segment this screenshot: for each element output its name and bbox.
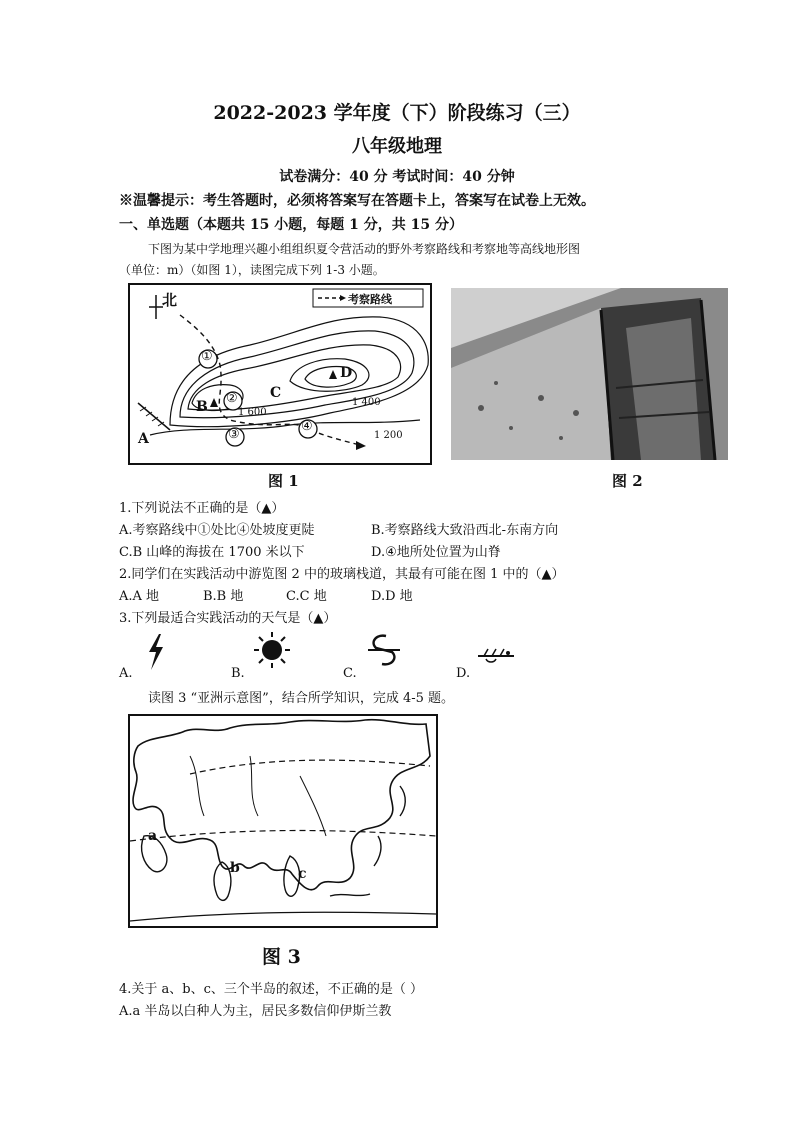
section-heading: 一、单选题（本题共 15 小题，每题 1 分，共 15 分） xyxy=(119,217,463,233)
q2-stem: 2.同学们在实践活动中游览图 2 中的玻璃栈道，其最有可能在图 1 中的（▲） xyxy=(119,567,565,582)
label-d: D xyxy=(340,365,353,381)
notice: ※温馨提示：考生答题时，必须将答案写在答题卡上，答案写在试卷上无效。 xyxy=(119,193,595,209)
typhoon-icon xyxy=(364,632,404,674)
peninsula-c-label: c xyxy=(298,866,307,882)
peninsula-b-label: b xyxy=(230,860,240,876)
q3-option-b: B. xyxy=(231,666,245,681)
q2-option-d: D.D 地 xyxy=(371,589,413,604)
q3-option-c: C. xyxy=(343,666,357,681)
exam-title: 2022-2023 学年度（下）阶段练习（三） xyxy=(213,102,581,124)
subject-title: 八年级地理 xyxy=(352,136,442,157)
contour-1600-label: 1 600 xyxy=(238,407,267,418)
glass-walkway-photo xyxy=(451,288,728,460)
intro-2: 读图 3 “亚洲示意图”，结合所学知识，完成 4-5 题。 xyxy=(148,691,455,706)
fig2-caption: 图 2 xyxy=(612,472,643,490)
contour-1400-label: 1 400 xyxy=(352,397,381,408)
q1-option-a: A.考察路线中①处比④处坡度更陡 xyxy=(119,523,315,538)
q4-stem: 4.关于 a、b、c、三个半岛的叙述，不正确的是（ ） xyxy=(119,982,424,997)
peninsula-a-label: a xyxy=(148,828,158,844)
q2-option-c: C.C 地 xyxy=(286,589,327,604)
contour-1200-label: 1 200 xyxy=(374,430,403,441)
fig3-caption: 图 3 xyxy=(262,946,301,968)
legend-route-label: 考察路线 xyxy=(348,293,392,306)
north-label: 北 xyxy=(162,291,178,309)
sandstorm-icon xyxy=(474,645,516,671)
label-b: B xyxy=(196,399,208,415)
q2-option-a: A.A 地 xyxy=(119,589,160,604)
q4-option-a: A.a 半岛以白种人为主，居民多数信仰伊斯兰教 xyxy=(119,1004,392,1019)
exam-meta: 试卷满分：40 分 考试时间：40 分钟 xyxy=(279,169,515,185)
fig1-caption: 图 1 xyxy=(268,472,299,490)
lightning-icon xyxy=(143,632,169,676)
point-1-label: ① xyxy=(201,349,213,364)
contour-map xyxy=(128,283,432,465)
label-c: C xyxy=(270,385,282,401)
intro-line-1: 下图为某中学地理兴趣小组组织夏令营活动的野外考察路线和考察地等高线地形图 xyxy=(148,242,581,256)
q3-stem: 3.下列最适合实践活动的天气是（▲） xyxy=(119,611,337,626)
q1-option-c: C.B 山峰的海拔在 1700 米以下 xyxy=(119,545,305,560)
sun-icon xyxy=(252,630,292,674)
q2-option-b: B.B 地 xyxy=(203,589,244,604)
q3-option-d: D. xyxy=(456,666,471,681)
point-4-label: ④ xyxy=(301,419,313,434)
q1-option-d: D.④地所处位置为山脊 xyxy=(371,545,501,560)
intro-line-2: （单位：m）（如图 1），读图完成下列 1-3 小题。 xyxy=(119,263,385,277)
point-3-label: ③ xyxy=(228,427,240,442)
asia-map xyxy=(128,714,438,928)
q3-option-a: A. xyxy=(119,666,133,681)
q1-stem: 1.下列说法不正确的是（▲） xyxy=(119,501,285,516)
q1-option-b: B.考察路线大致沿西北-东南方向 xyxy=(371,523,559,538)
point-2-label: ② xyxy=(226,391,238,406)
label-a: A xyxy=(138,431,149,447)
